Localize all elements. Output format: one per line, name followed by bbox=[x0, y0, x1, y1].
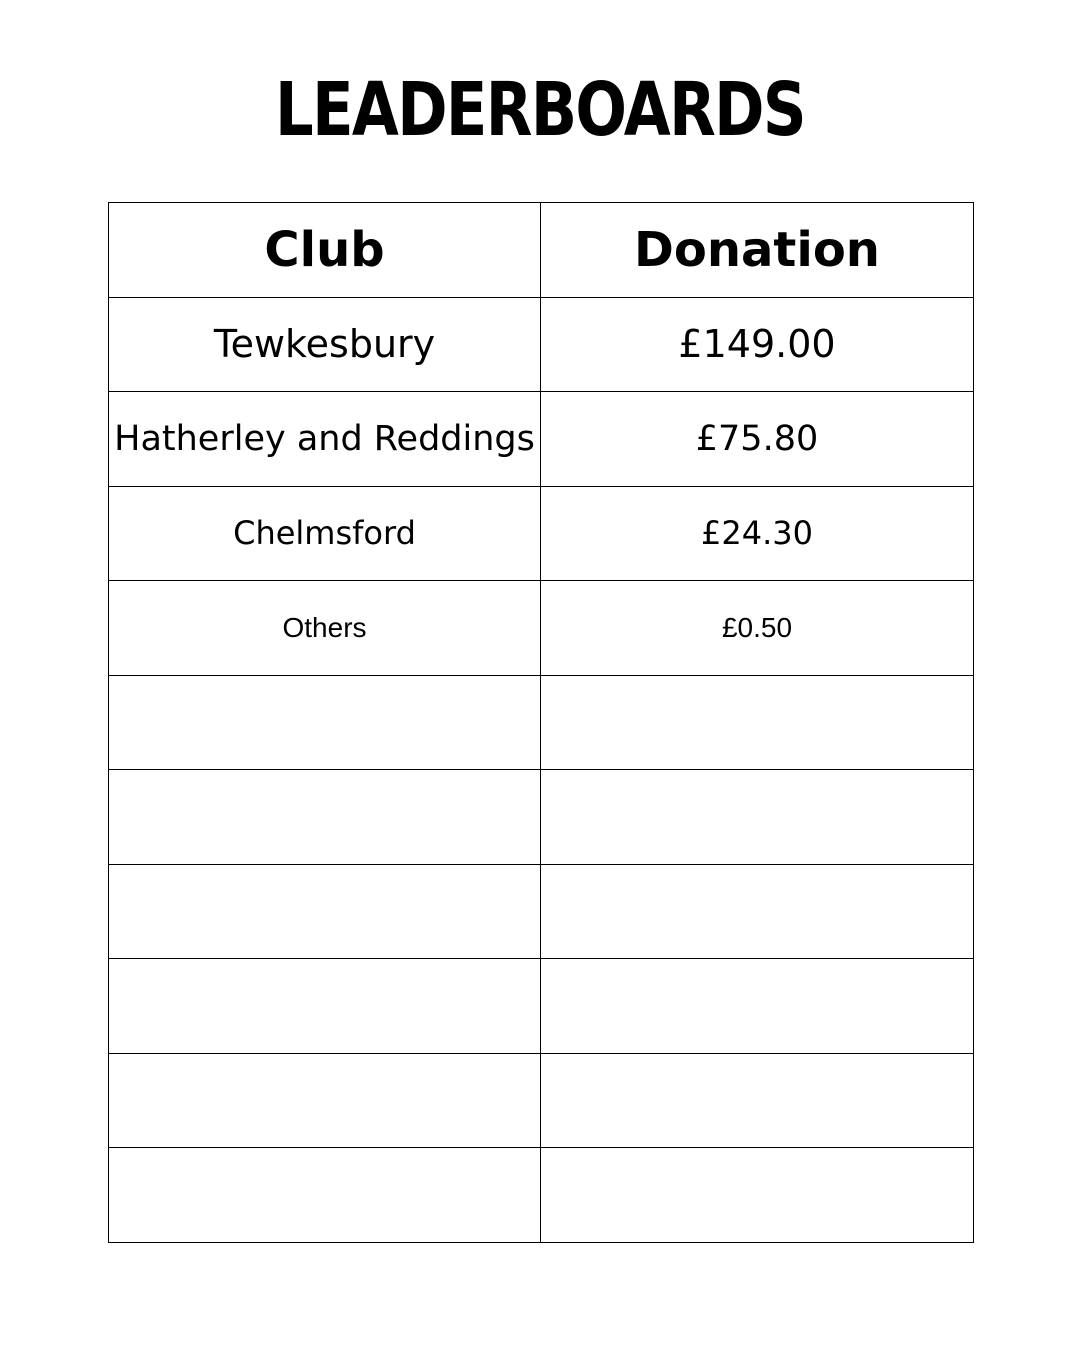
donation-cell: £75.80 bbox=[541, 392, 974, 487]
column-header-club: Club bbox=[109, 203, 541, 298]
table-row bbox=[109, 1148, 974, 1243]
donation-cell: £24.30 bbox=[541, 486, 974, 581]
page-title: LEADERBOARDS bbox=[275, 67, 805, 153]
club-cell bbox=[109, 1053, 541, 1148]
donation-cell bbox=[541, 1053, 974, 1148]
donation-cell bbox=[541, 675, 974, 770]
club-cell: Hatherley and Reddings bbox=[109, 392, 541, 487]
donation-cell bbox=[541, 864, 974, 959]
table-row bbox=[109, 581, 974, 676]
club-cell: Tewkesbury bbox=[109, 297, 541, 392]
column-header-donation: Donation bbox=[541, 203, 974, 298]
table-row bbox=[109, 770, 974, 865]
table-row bbox=[109, 1053, 974, 1148]
leaderboard-table bbox=[108, 202, 974, 1243]
table-row bbox=[109, 297, 974, 392]
club-cell: Others bbox=[109, 581, 541, 676]
club-cell: Chelmsford bbox=[109, 486, 541, 581]
table-row bbox=[109, 959, 974, 1054]
table-row bbox=[109, 864, 974, 959]
donation-cell: £149.00 bbox=[541, 297, 974, 392]
donation-cell bbox=[541, 770, 974, 865]
club-cell bbox=[109, 675, 541, 770]
table-row bbox=[109, 486, 974, 581]
donation-cell: £0.50 bbox=[541, 581, 974, 676]
donation-cell bbox=[541, 1148, 974, 1243]
club-cell bbox=[109, 959, 541, 1054]
table-header-row bbox=[109, 203, 974, 298]
donation-cell bbox=[541, 959, 974, 1054]
table-row bbox=[109, 675, 974, 770]
club-cell bbox=[109, 1148, 541, 1243]
club-cell bbox=[109, 770, 541, 865]
table-row bbox=[109, 392, 974, 487]
club-cell bbox=[109, 864, 541, 959]
